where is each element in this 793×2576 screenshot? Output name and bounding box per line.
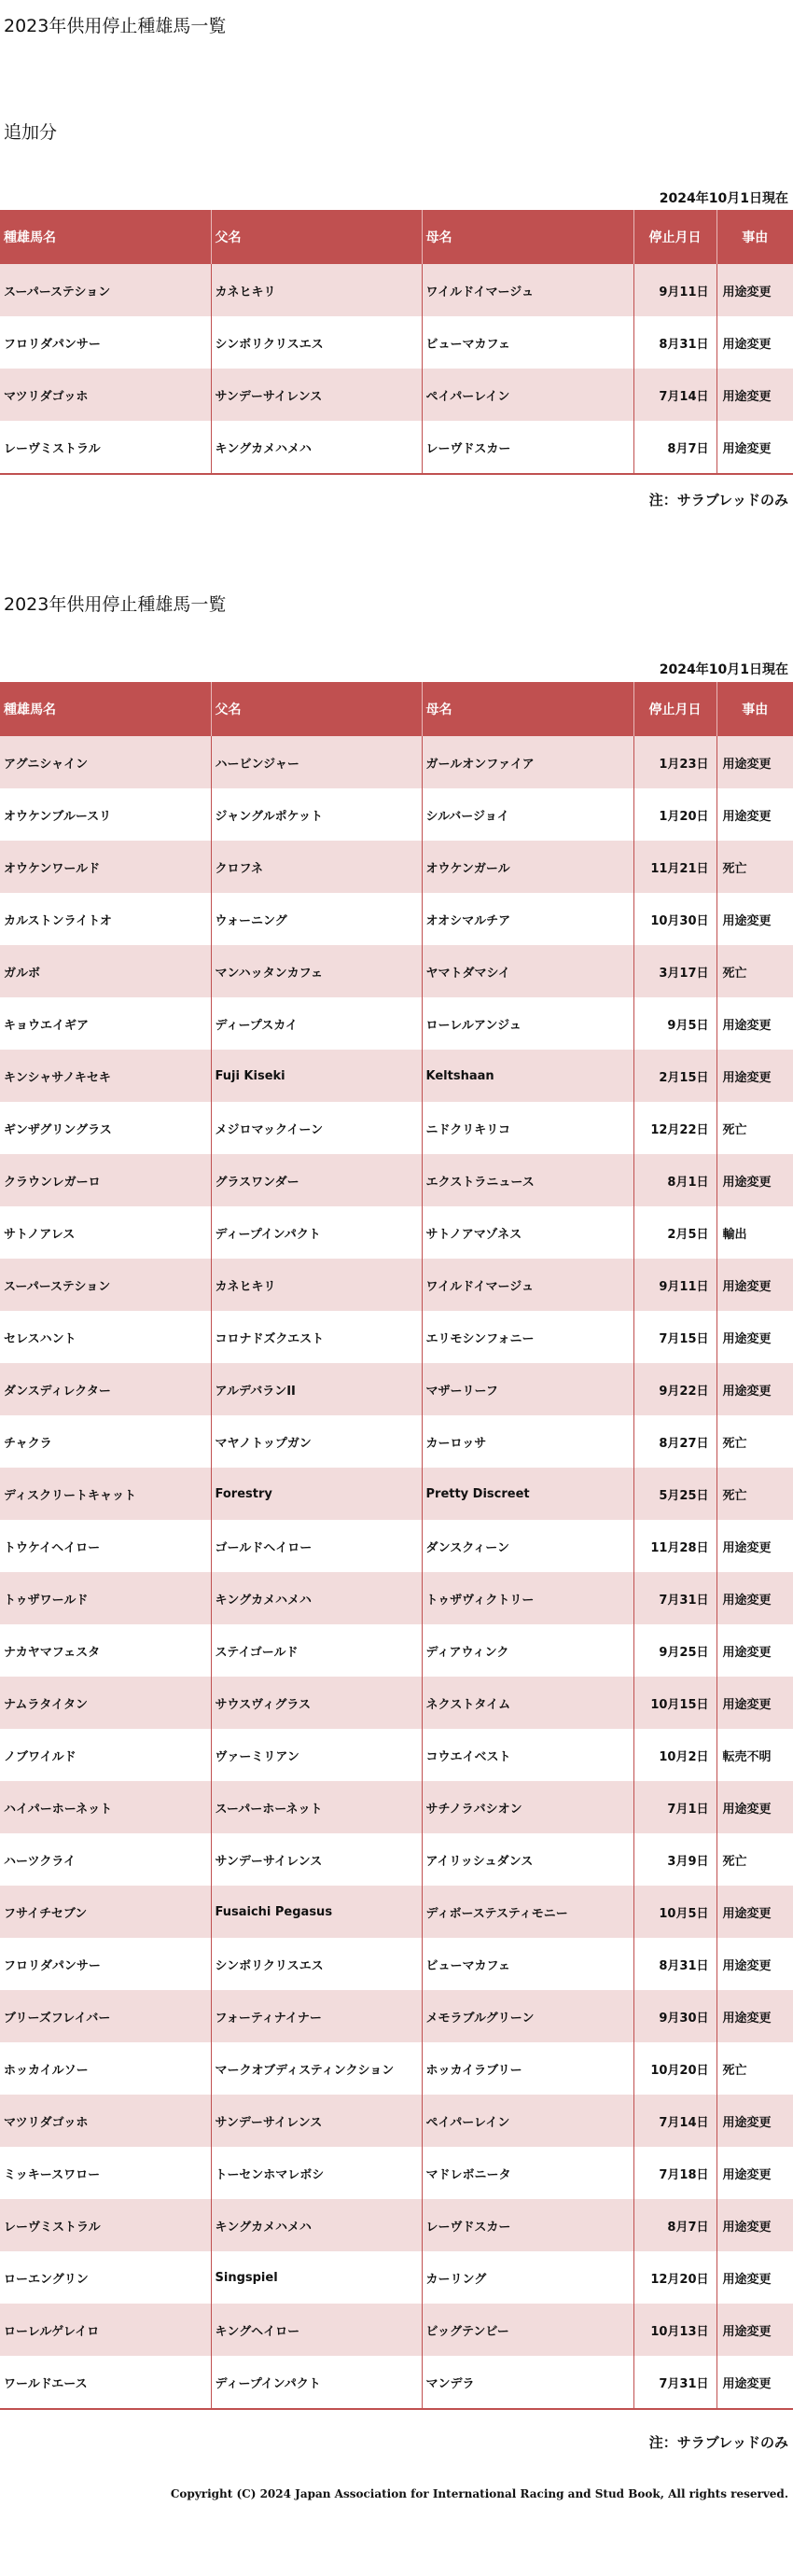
sire-name-cell: ディープスカイ [211,997,422,1050]
table-row [0,788,793,841]
reason-cell: 用途変更 [716,2147,793,2199]
note-added: 注：サラブレッドのみ [648,492,788,508]
page-title: 2023年供用停止種雄馬一覧 [4,16,227,36]
table-header-row [0,682,793,736]
dam-name-cell: メモラブルグリーン [422,1990,633,2042]
dam-name-cell: ダンスクィーン [422,1520,633,1572]
dam-name-cell: ペイパーレイン [422,369,633,421]
reason-cell: 用途変更 [716,1311,793,1363]
sire-name-cell: サウスヴィグラス [211,1677,422,1729]
dam-name-cell: ワイルドイマージュ [422,264,633,316]
sire-name-cell: ウォーニング [211,893,422,945]
table-row [0,1729,793,1781]
sire-name-cell: トーセンホマレボシ [211,2147,422,2199]
stop-date-cell: 8月31日 [633,316,716,369]
table-row [0,421,793,474]
table-row [0,2304,793,2356]
reason-cell: 用途変更 [716,1259,793,1311]
stop-date-cell: 9月25日 [633,1624,716,1677]
table-row [0,1833,793,1886]
header-horse: 種雄馬名 [0,682,211,736]
table-row [0,997,793,1050]
dam-name-cell: シルバージョイ [422,788,633,841]
sire-name-cell: Forestry [211,1468,422,1520]
table-row [0,1415,793,1468]
header-horse: 種雄馬名 [0,210,211,264]
reason-cell: 用途変更 [716,2095,793,2147]
stop-date-cell: 10月30日 [633,893,716,945]
dam-name-cell: オオシマルチア [422,893,633,945]
stop-date-cell: 9月11日 [633,264,716,316]
horse-name-cell: オウケンブルースリ [0,788,211,841]
horse-name-cell: ワールドエース [0,2356,211,2409]
stop-date-cell: 9月30日 [633,1990,716,2042]
reason-cell: 用途変更 [716,2356,793,2409]
stop-date-cell: 8月7日 [633,421,716,474]
dam-name-cell: ローレルアンジュ [422,997,633,1050]
table-row [0,1206,793,1259]
sire-name-cell: カネヒキリ [211,264,422,316]
dam-name-cell: Keltshaan [422,1050,633,1102]
stop-date-cell: 10月2日 [633,1729,716,1781]
stop-date-cell: 8月1日 [633,1154,716,1206]
reason-cell: 用途変更 [716,1624,793,1677]
sire-name-cell: サンデーサイレンス [211,2095,422,2147]
sire-name-cell: マンハッタンカフェ [211,945,422,997]
sire-name-cell: スーパーホーネット [211,1781,422,1833]
table-row [0,1259,793,1311]
table-row [0,1311,793,1363]
stop-date-cell: 3月9日 [633,1833,716,1886]
header-stop-date: 停止月日 [633,682,716,736]
sire-name-cell: マークオブディスティンクション [211,2042,422,2095]
reason-cell: 用途変更 [716,2199,793,2251]
table-row [0,736,793,788]
table-row [0,1363,793,1415]
reason-cell: 用途変更 [716,997,793,1050]
table-row [0,1050,793,1102]
dam-name-cell: サトノアマゾネス [422,1206,633,1259]
section-heading-added: 追加分 [4,122,58,143]
copyright: Copyright (C) 2024 Japan Association for International Racing and Stud Book, All rights reserved. [170,2487,788,2500]
dam-name-cell: マザーリーフ [422,1363,633,1415]
reason-cell: 死亡 [716,1415,793,1468]
horse-name-cell: スーパーステション [0,1259,211,1311]
horse-name-cell: セレスハント [0,1311,211,1363]
table-row [0,1677,793,1729]
as-of-date-added: 2024年10月1日現在 [659,191,788,206]
sire-name-cell: キングカメハメハ [211,1572,422,1624]
stop-date-cell: 7月31日 [633,2356,716,2409]
reason-cell: 用途変更 [716,1154,793,1206]
dam-name-cell: Pretty Discreet [422,1468,633,1520]
table-row [0,2356,793,2409]
horse-name-cell: ハーツクライ [0,1833,211,1886]
horse-name-cell: レーヴミストラル [0,421,211,474]
sire-name-cell: サンデーサイレンス [211,369,422,421]
dam-name-cell: ディボーステスティモニー [422,1886,633,1938]
reason-cell: 死亡 [716,841,793,893]
sire-name-cell: コロナドズクエスト [211,1311,422,1363]
horse-name-cell: カルストンライトオ [0,893,211,945]
dam-name-cell: ネクストタイム [422,1677,633,1729]
reason-cell: 用途変更 [716,2251,793,2304]
dam-name-cell: アイリッシュダンス [422,1833,633,1886]
horse-name-cell: ハイパーホーネット [0,1781,211,1833]
stop-date-cell: 10月20日 [633,2042,716,2095]
dam-name-cell: オウケンガール [422,841,633,893]
reason-cell: 用途変更 [716,316,793,369]
reason-cell: 用途変更 [716,1572,793,1624]
table-row [0,2251,793,2304]
table-row [0,1102,793,1154]
table-row [0,1938,793,1990]
stop-date-cell: 7月1日 [633,1781,716,1833]
sire-name-cell: キングカメハメハ [211,421,422,474]
reason-cell: 死亡 [716,2042,793,2095]
note-full: 注：サラブレッドのみ [648,2434,788,2451]
stop-date-cell: 11月28日 [633,1520,716,1572]
horse-name-cell: ディスクリートキャット [0,1468,211,1520]
horse-name-cell: ローレルゲレイロ [0,2304,211,2356]
header-reason: 事由 [716,210,793,264]
sire-name-cell: ディープインパクト [211,2356,422,2409]
horse-name-cell: ナムラタイタン [0,1677,211,1729]
sire-name-cell: マヤノトップガン [211,1415,422,1468]
sire-name-cell: キングヘイロー [211,2304,422,2356]
added-stallions-table [0,210,793,475]
table-row [0,2095,793,2147]
stop-date-cell: 7月14日 [633,2095,716,2147]
table-row [0,264,793,316]
stop-date-cell: 8月31日 [633,1938,716,1990]
header-sire: 父名 [211,210,422,264]
dam-name-cell: レーヴドスカー [422,2199,633,2251]
sire-name-cell: ヴァーミリアン [211,1729,422,1781]
sire-name-cell: メジロマックイーン [211,1102,422,1154]
horse-name-cell: フサイチセブン [0,1886,211,1938]
horse-name-cell: フロリダパンサー [0,316,211,369]
horse-name-cell: マツリダゴッホ [0,2095,211,2147]
header-stop-date: 停止月日 [633,210,716,264]
horse-name-cell: ガルボ [0,945,211,997]
horse-name-cell: ミッキースワロー [0,2147,211,2199]
sire-name-cell: シンボリクリスエス [211,1938,422,1990]
stop-date-cell: 7月18日 [633,2147,716,2199]
horse-name-cell: キンシャサノキセキ [0,1050,211,1102]
horse-name-cell: マツリダゴッホ [0,369,211,421]
header-reason: 事由 [716,682,793,736]
reason-cell: 死亡 [716,945,793,997]
as-of-date-full: 2024年10月1日現在 [659,662,788,677]
dam-name-cell: ニドクリキリコ [422,1102,633,1154]
dam-name-cell: サチノラバシオン [422,1781,633,1833]
reason-cell: 用途変更 [716,2304,793,2356]
stop-date-cell: 9月11日 [633,1259,716,1311]
stop-date-cell: 9月22日 [633,1363,716,1415]
reason-cell: 転売不明 [716,1729,793,1781]
reason-cell: 用途変更 [716,788,793,841]
reason-cell: 用途変更 [716,369,793,421]
stop-date-cell: 10月13日 [633,2304,716,2356]
dam-name-cell: マンデラ [422,2356,633,2409]
horse-name-cell: ギンザグリングラス [0,1102,211,1154]
table-row [0,316,793,369]
table-row [0,893,793,945]
dam-name-cell: エクストラニュース [422,1154,633,1206]
reason-cell: 用途変更 [716,1050,793,1102]
reason-cell: 用途変更 [716,893,793,945]
dam-name-cell: トゥザヴィクトリー [422,1572,633,1624]
sire-name-cell: ジャングルポケット [211,788,422,841]
stop-date-cell: 7月15日 [633,1311,716,1363]
dam-name-cell: ビューマカフェ [422,1938,633,1990]
stop-date-cell: 10月5日 [633,1886,716,1938]
stop-date-cell: 12月20日 [633,2251,716,2304]
dam-name-cell: ヤマトダマシイ [422,945,633,997]
reason-cell: 死亡 [716,1833,793,1886]
horse-name-cell: オウケンワールド [0,841,211,893]
horse-name-cell: ナカヤマフェスタ [0,1624,211,1677]
table-row [0,2042,793,2095]
dam-name-cell: ペイパーレイン [422,2095,633,2147]
table-row [0,1886,793,1938]
reason-cell: 用途変更 [716,1781,793,1833]
table-row [0,1781,793,1833]
table-row [0,1468,793,1520]
horse-name-cell: クラウンレガーロ [0,1154,211,1206]
reason-cell: 用途変更 [716,736,793,788]
table-row [0,369,793,421]
reason-cell: 用途変更 [716,1938,793,1990]
stop-date-cell: 2月5日 [633,1206,716,1259]
dam-name-cell: カーロッサ [422,1415,633,1468]
dam-name-cell: レーヴドスカー [422,421,633,474]
sire-name-cell: クロフネ [211,841,422,893]
table-row [0,841,793,893]
header-sire: 父名 [211,682,422,736]
reason-cell: 死亡 [716,1468,793,1520]
dam-name-cell: ディアウィンク [422,1624,633,1677]
horse-name-cell: レーヴミストラル [0,2199,211,2251]
table-row [0,1572,793,1624]
reason-cell: 用途変更 [716,1520,793,1572]
sire-name-cell: カネヒキリ [211,1259,422,1311]
dam-name-cell: ビッグテンビー [422,2304,633,2356]
sire-name-cell: Fusaichi Pegasus [211,1886,422,1938]
horse-name-cell: チャクラ [0,1415,211,1468]
dam-name-cell: マドレボニータ [422,2147,633,2199]
sire-name-cell: シンボリクリスエス [211,316,422,369]
reason-cell: 用途変更 [716,264,793,316]
sire-name-cell: フォーティナイナー [211,1990,422,2042]
table-row [0,1624,793,1677]
horse-name-cell: キョウエイギア [0,997,211,1050]
horse-name-cell: サトノアレス [0,1206,211,1259]
sire-name-cell: アルデバランII [211,1363,422,1415]
section-heading-full: 2023年供用停止種雄馬一覧 [4,594,227,615]
table-row [0,2199,793,2251]
dam-name-cell: エリモシンフォニー [422,1311,633,1363]
stop-date-cell: 1月23日 [633,736,716,788]
table-row [0,1520,793,1572]
sire-name-cell: キングカメハメハ [211,2199,422,2251]
stop-date-cell: 7月14日 [633,369,716,421]
stop-date-cell: 7月31日 [633,1572,716,1624]
table-row [0,1154,793,1206]
dam-name-cell: カーリング [422,2251,633,2304]
horse-name-cell: アグニシャイン [0,736,211,788]
sire-name-cell: ゴールドヘイロー [211,1520,422,1572]
dam-name-cell: コウエイベスト [422,1729,633,1781]
dam-name-cell: ワイルドイマージュ [422,1259,633,1311]
horse-name-cell: トゥザワールド [0,1572,211,1624]
reason-cell: 用途変更 [716,1363,793,1415]
stop-date-cell: 10月15日 [633,1677,716,1729]
reason-cell: 輸出 [716,1206,793,1259]
dam-name-cell: ホッカイラブリー [422,2042,633,2095]
horse-name-cell: トウケイヘイロー [0,1520,211,1572]
sire-name-cell: グラスワンダー [211,1154,422,1206]
stop-date-cell: 3月17日 [633,945,716,997]
full-stallions-table [0,682,793,2410]
sire-name-cell: サンデーサイレンス [211,1833,422,1886]
dam-name-cell: ガールオンファイア [422,736,633,788]
table-row [0,945,793,997]
horse-name-cell: ホッカイルソー [0,2042,211,2095]
sire-name-cell: ステイゴールド [211,1624,422,1677]
sire-name-cell: ディープインパクト [211,1206,422,1259]
table-row [0,2147,793,2199]
stop-date-cell: 9月5日 [633,997,716,1050]
horse-name-cell: ダンスディレクター [0,1363,211,1415]
table-row [0,1990,793,2042]
stop-date-cell: 12月22日 [633,1102,716,1154]
horse-name-cell: ブリーズフレイバー [0,1990,211,2042]
reason-cell: 死亡 [716,1102,793,1154]
horse-name-cell: スーパーステション [0,264,211,316]
reason-cell: 用途変更 [716,1990,793,2042]
stop-date-cell: 5月25日 [633,1468,716,1520]
stop-date-cell: 8月27日 [633,1415,716,1468]
stop-date-cell: 1月20日 [633,788,716,841]
header-dam: 母名 [422,682,633,736]
dam-name-cell: ビューマカフェ [422,316,633,369]
horse-name-cell: ノブワイルド [0,1729,211,1781]
stop-date-cell: 8月7日 [633,2199,716,2251]
stop-date-cell: 11月21日 [633,841,716,893]
horse-name-cell: フロリダパンサー [0,1938,211,1990]
stop-date-cell: 2月15日 [633,1050,716,1102]
sire-name-cell: ハービンジャー [211,736,422,788]
sire-name-cell: Singspiel [211,2251,422,2304]
sire-name-cell: Fuji Kiseki [211,1050,422,1102]
reason-cell: 用途変更 [716,1886,793,1938]
reason-cell: 用途変更 [716,1677,793,1729]
header-dam: 母名 [422,210,633,264]
reason-cell: 用途変更 [716,421,793,474]
horse-name-cell: ローエングリン [0,2251,211,2304]
table-header-row [0,210,793,264]
